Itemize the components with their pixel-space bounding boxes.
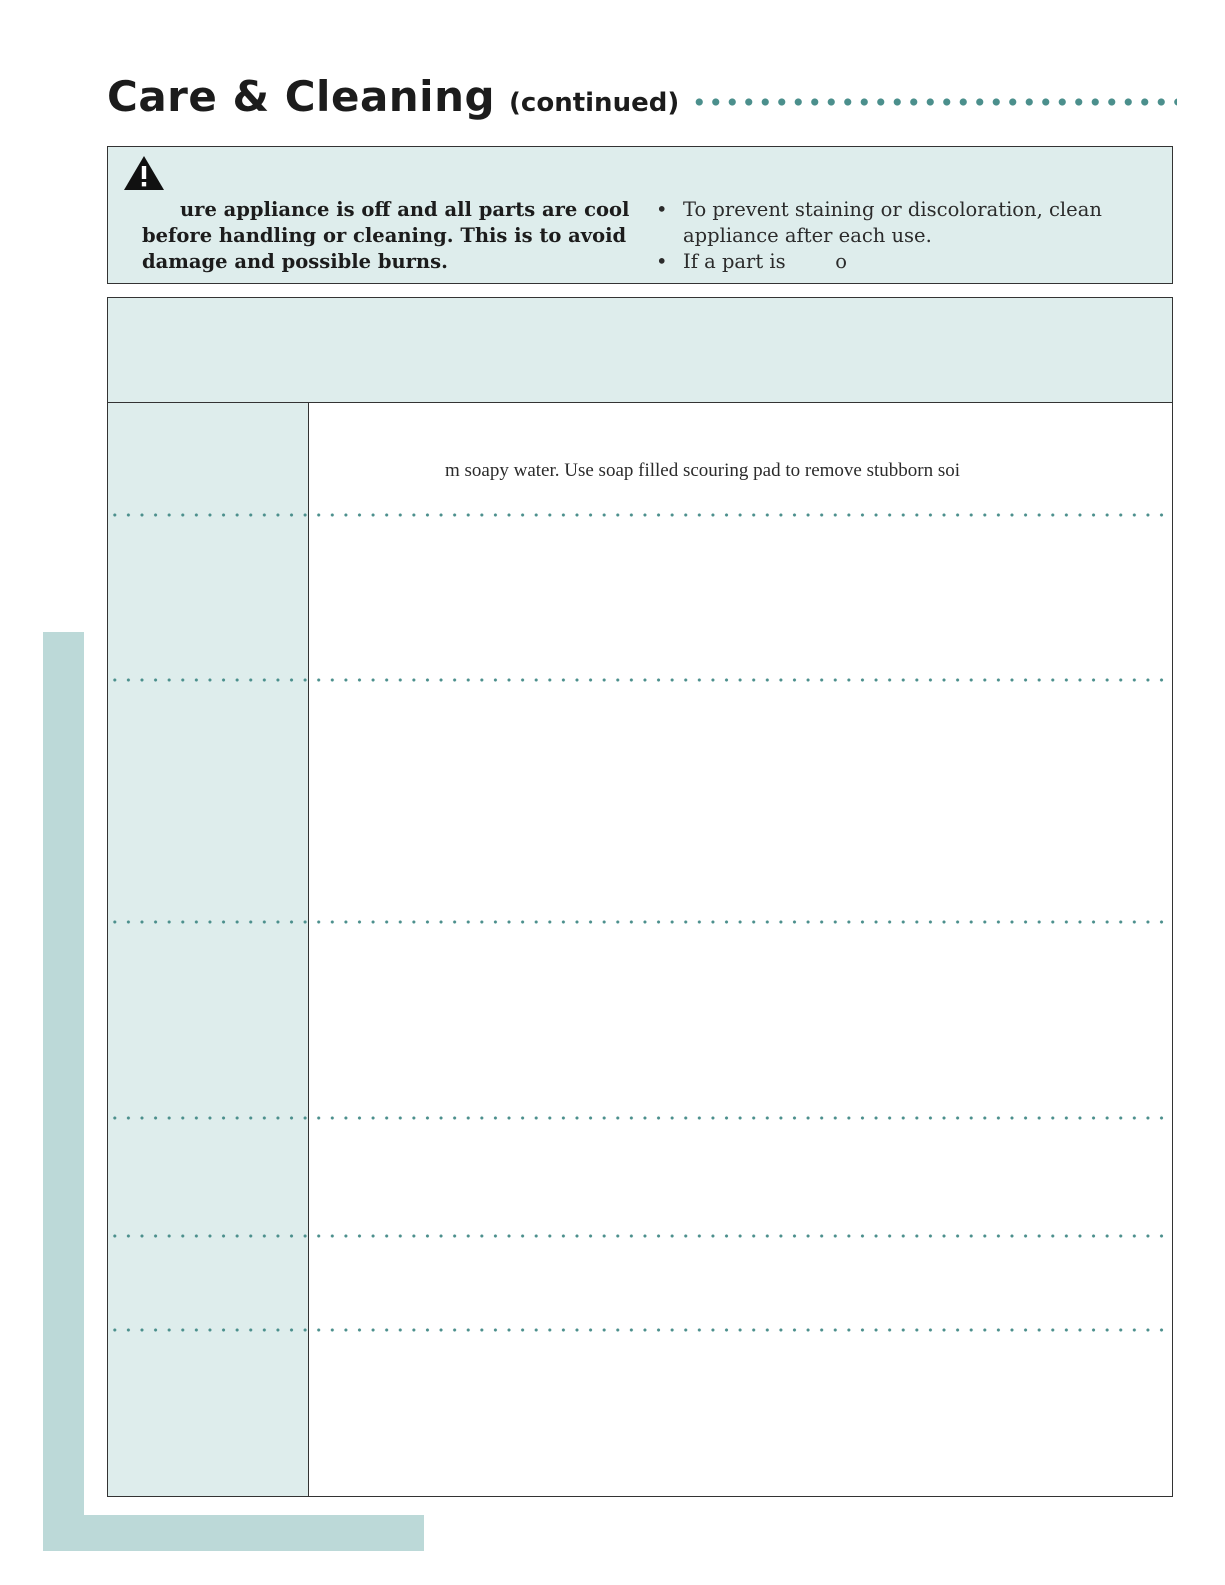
- title-dotted-leader: [691, 98, 1177, 106]
- caution-main-text: ure appliance is off and all parts are cool before handling or cleaning. This is to avoid damage and possible burns.: [142, 198, 630, 273]
- table-row-text: m soapy water. Use soap filled scouring pad to remove stubborn soi: [445, 460, 961, 481]
- row-divider: [108, 1328, 1172, 1332]
- caution-bullet-list: [656, 197, 1156, 275]
- bullet-icon: •: [656, 250, 668, 273]
- bullet-icon: •: [656, 198, 668, 221]
- page-title-row: [107, 72, 1177, 124]
- caution-bullet-item: [656, 249, 1156, 275]
- caution-bullet-text: If a part is o: [683, 250, 847, 273]
- page-subtitle: (continued): [509, 88, 680, 118]
- page-frame-left-bar: [43, 632, 84, 1551]
- row-divider: [108, 1234, 1172, 1238]
- warning-triangle-icon: [122, 154, 166, 192]
- table-part-column: [108, 403, 309, 1496]
- row-divider: [108, 513, 1172, 517]
- table-header: [108, 298, 1172, 403]
- row-divider: [108, 920, 1172, 924]
- page-title: Care & Cleaning: [107, 72, 496, 121]
- caution-box: [107, 146, 1173, 284]
- caution-bullet-item: [656, 197, 1156, 249]
- page-frame-bottom-bar: [43, 1515, 424, 1551]
- cleaning-table: [107, 297, 1173, 1497]
- row-divider: [108, 1116, 1172, 1120]
- row-divider: [108, 678, 1172, 682]
- caution-bullet-text: To prevent staining or discoloration, clean appliance after each use.: [683, 198, 1102, 247]
